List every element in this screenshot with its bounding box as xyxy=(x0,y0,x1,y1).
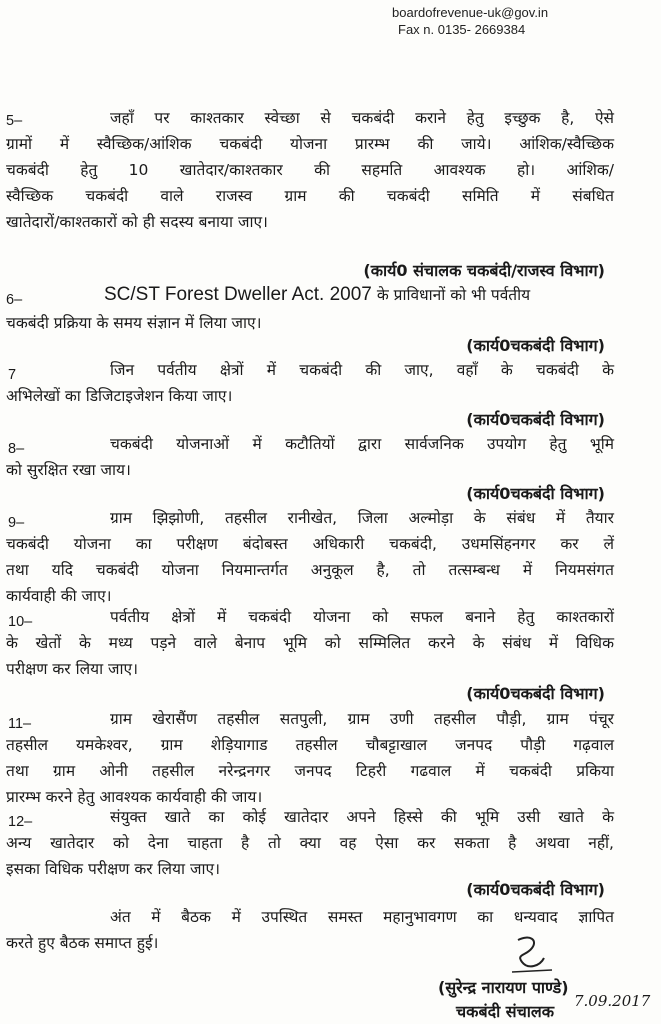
item-line: संयुक्त खाते का कोई खातेदार अपने हिस्से की भूमि उसी खाते के xyxy=(110,808,614,826)
item-number: 7 xyxy=(8,367,17,383)
item-line: पर्वतीय क्षेत्रों में चकबंदी योजना को सफल बनाने हेतु काश्तकारों xyxy=(110,608,614,626)
action-department: (कार्य0चकबंदी विभाग) xyxy=(466,880,605,899)
closing-line: करते हुए बैठक समाप्त हुई। xyxy=(6,934,159,952)
item-line: चकबंदी हेतु 10 खातेदार/काश्तकार की सहमति आवश्यक हो। आंशिक/ xyxy=(6,161,614,179)
item-line: तथा ग्राम ओनी तहसील नरेन्द्रनगर जनपद टिहरी गढवाल में चकबंदी प्रकिया xyxy=(6,762,614,780)
action-department: (कार्य0चकबंदी विभाग) xyxy=(466,484,605,503)
header-email: boardofrevenue-uk@gov.in xyxy=(392,5,549,20)
item-line: ग्रामों में स्वैच्छिक/आंशिक चकबंदी योजना प्रारम्भ की जाये। आंशिक/स्वैच्छिक xyxy=(6,135,614,153)
action-department: (कार्य0चकबंदी विभाग) xyxy=(466,410,605,429)
act-name: SC/ST Forest Dweller Act. 2007 xyxy=(104,284,372,305)
item-number: 11– xyxy=(8,716,32,732)
item-line: चकबंदी योजना का परीक्षण बंदोबस्त अधिकारी चकबंदी, उधमसिंहनगर कर लें xyxy=(6,535,614,553)
item-line: प्रारम्भ करने हेतु आवश्यक कार्यवाही की जाय। xyxy=(6,788,263,806)
item-line: चकबंदी प्रक्रिया के समय संज्ञान में लिया जाए। xyxy=(6,314,262,332)
item-number: 6– xyxy=(6,292,23,308)
item-number: 8– xyxy=(8,441,25,457)
action-department: (कार्य0चकबंदी विभाग) xyxy=(466,336,605,355)
item-line: ग्राम झिझोणी, तहसील रानीखेत, जिला अल्मोड़ा के संबंध में तैयार xyxy=(110,509,614,527)
item-line: तथा यदि चकबंदी योजना नियमान्तर्गत अनुकूल है, तो तत्सम्बन्ध में नियमसंगत xyxy=(6,561,614,579)
handwritten-date: 7.09.2017 xyxy=(574,992,651,1010)
item-number: 12– xyxy=(8,814,33,830)
item-line: के खेतों के मध्य पड़ने वाले बेनाप भूमि को सम्मिलित करने के संबंध में विधिक xyxy=(6,634,614,652)
handwritten-signature xyxy=(508,934,558,978)
item-line: चकबंदी योजनाओं में कटौतियों द्वारा सार्वजनिक उपयोग हेतु भूमि xyxy=(110,435,614,453)
item-line: SC/ST Forest Dweller Act. 2007 के प्राविधानों को भी पर्वतीय xyxy=(104,284,531,305)
item-line: ग्राम खेरासैंण तहसील सतपुली, ग्राम उणी तहसील पौड़ी, ग्राम पंचूर xyxy=(110,710,614,728)
item-number: 10– xyxy=(8,614,33,630)
item-line: इसका विधिक परीक्षण कर लिया जाए। xyxy=(6,860,220,878)
signatory-designation: चकबंदी संचालक xyxy=(456,1002,555,1021)
signatory-name: (सुरेन्द्र नारायण पाण्डे) xyxy=(438,978,569,997)
item-number: 9– xyxy=(8,515,25,531)
item-line: खातेदारों/काश्तकारों को ही सदस्य बनाया जाए। xyxy=(6,213,268,231)
item-line: परीक्षण कर लिया जाए। xyxy=(6,660,138,678)
item-line: को सुरक्षित रखा जाय। xyxy=(6,461,131,479)
closing-line: अंत में बैठक में उपस्थित समस्त महानुभावगण का धन्यवाद ज्ञापित xyxy=(110,908,614,926)
letterhead-contact xyxy=(392,4,548,38)
item-line: अभिलेखों का डिजिटाइजेशन किया जाए। xyxy=(6,387,233,405)
item-line: अन्य खातेदार को देना चाहता है तो क्या वह ऐसा कर सकता है अथवा नहीं, xyxy=(6,834,614,852)
item-line: जहाँ पर काश्तकार स्वेच्छा से चकबंदी कराने हेतु इच्छुक है, ऐसे xyxy=(110,109,614,127)
item-line: जिन पर्वतीय क्षेत्रों में चकबंदी की जाए, वहाँ के चकबंदी के xyxy=(110,361,614,379)
item-number: 5– xyxy=(6,113,23,129)
item-line: स्वैच्छिक चकबंदी वाले राजस्व ग्राम की चकबंदी समिति में संबधित xyxy=(6,187,614,205)
item-line: कार्यवाही की जाए। xyxy=(6,587,112,605)
action-department: (कार्य0 संचालक चकबंदी/राजस्व विभाग) xyxy=(363,261,605,280)
item-line: तहसील यमकेश्वर, ग्राम शेड़ियागाड तहसील चौबट्टाखाल जनपद पौड़ी गढ़वाल xyxy=(6,736,614,754)
header-fax: Fax n. 0135- 2669384 xyxy=(398,22,526,37)
action-department: (कार्य0चकबंदी विभाग) xyxy=(466,684,605,703)
